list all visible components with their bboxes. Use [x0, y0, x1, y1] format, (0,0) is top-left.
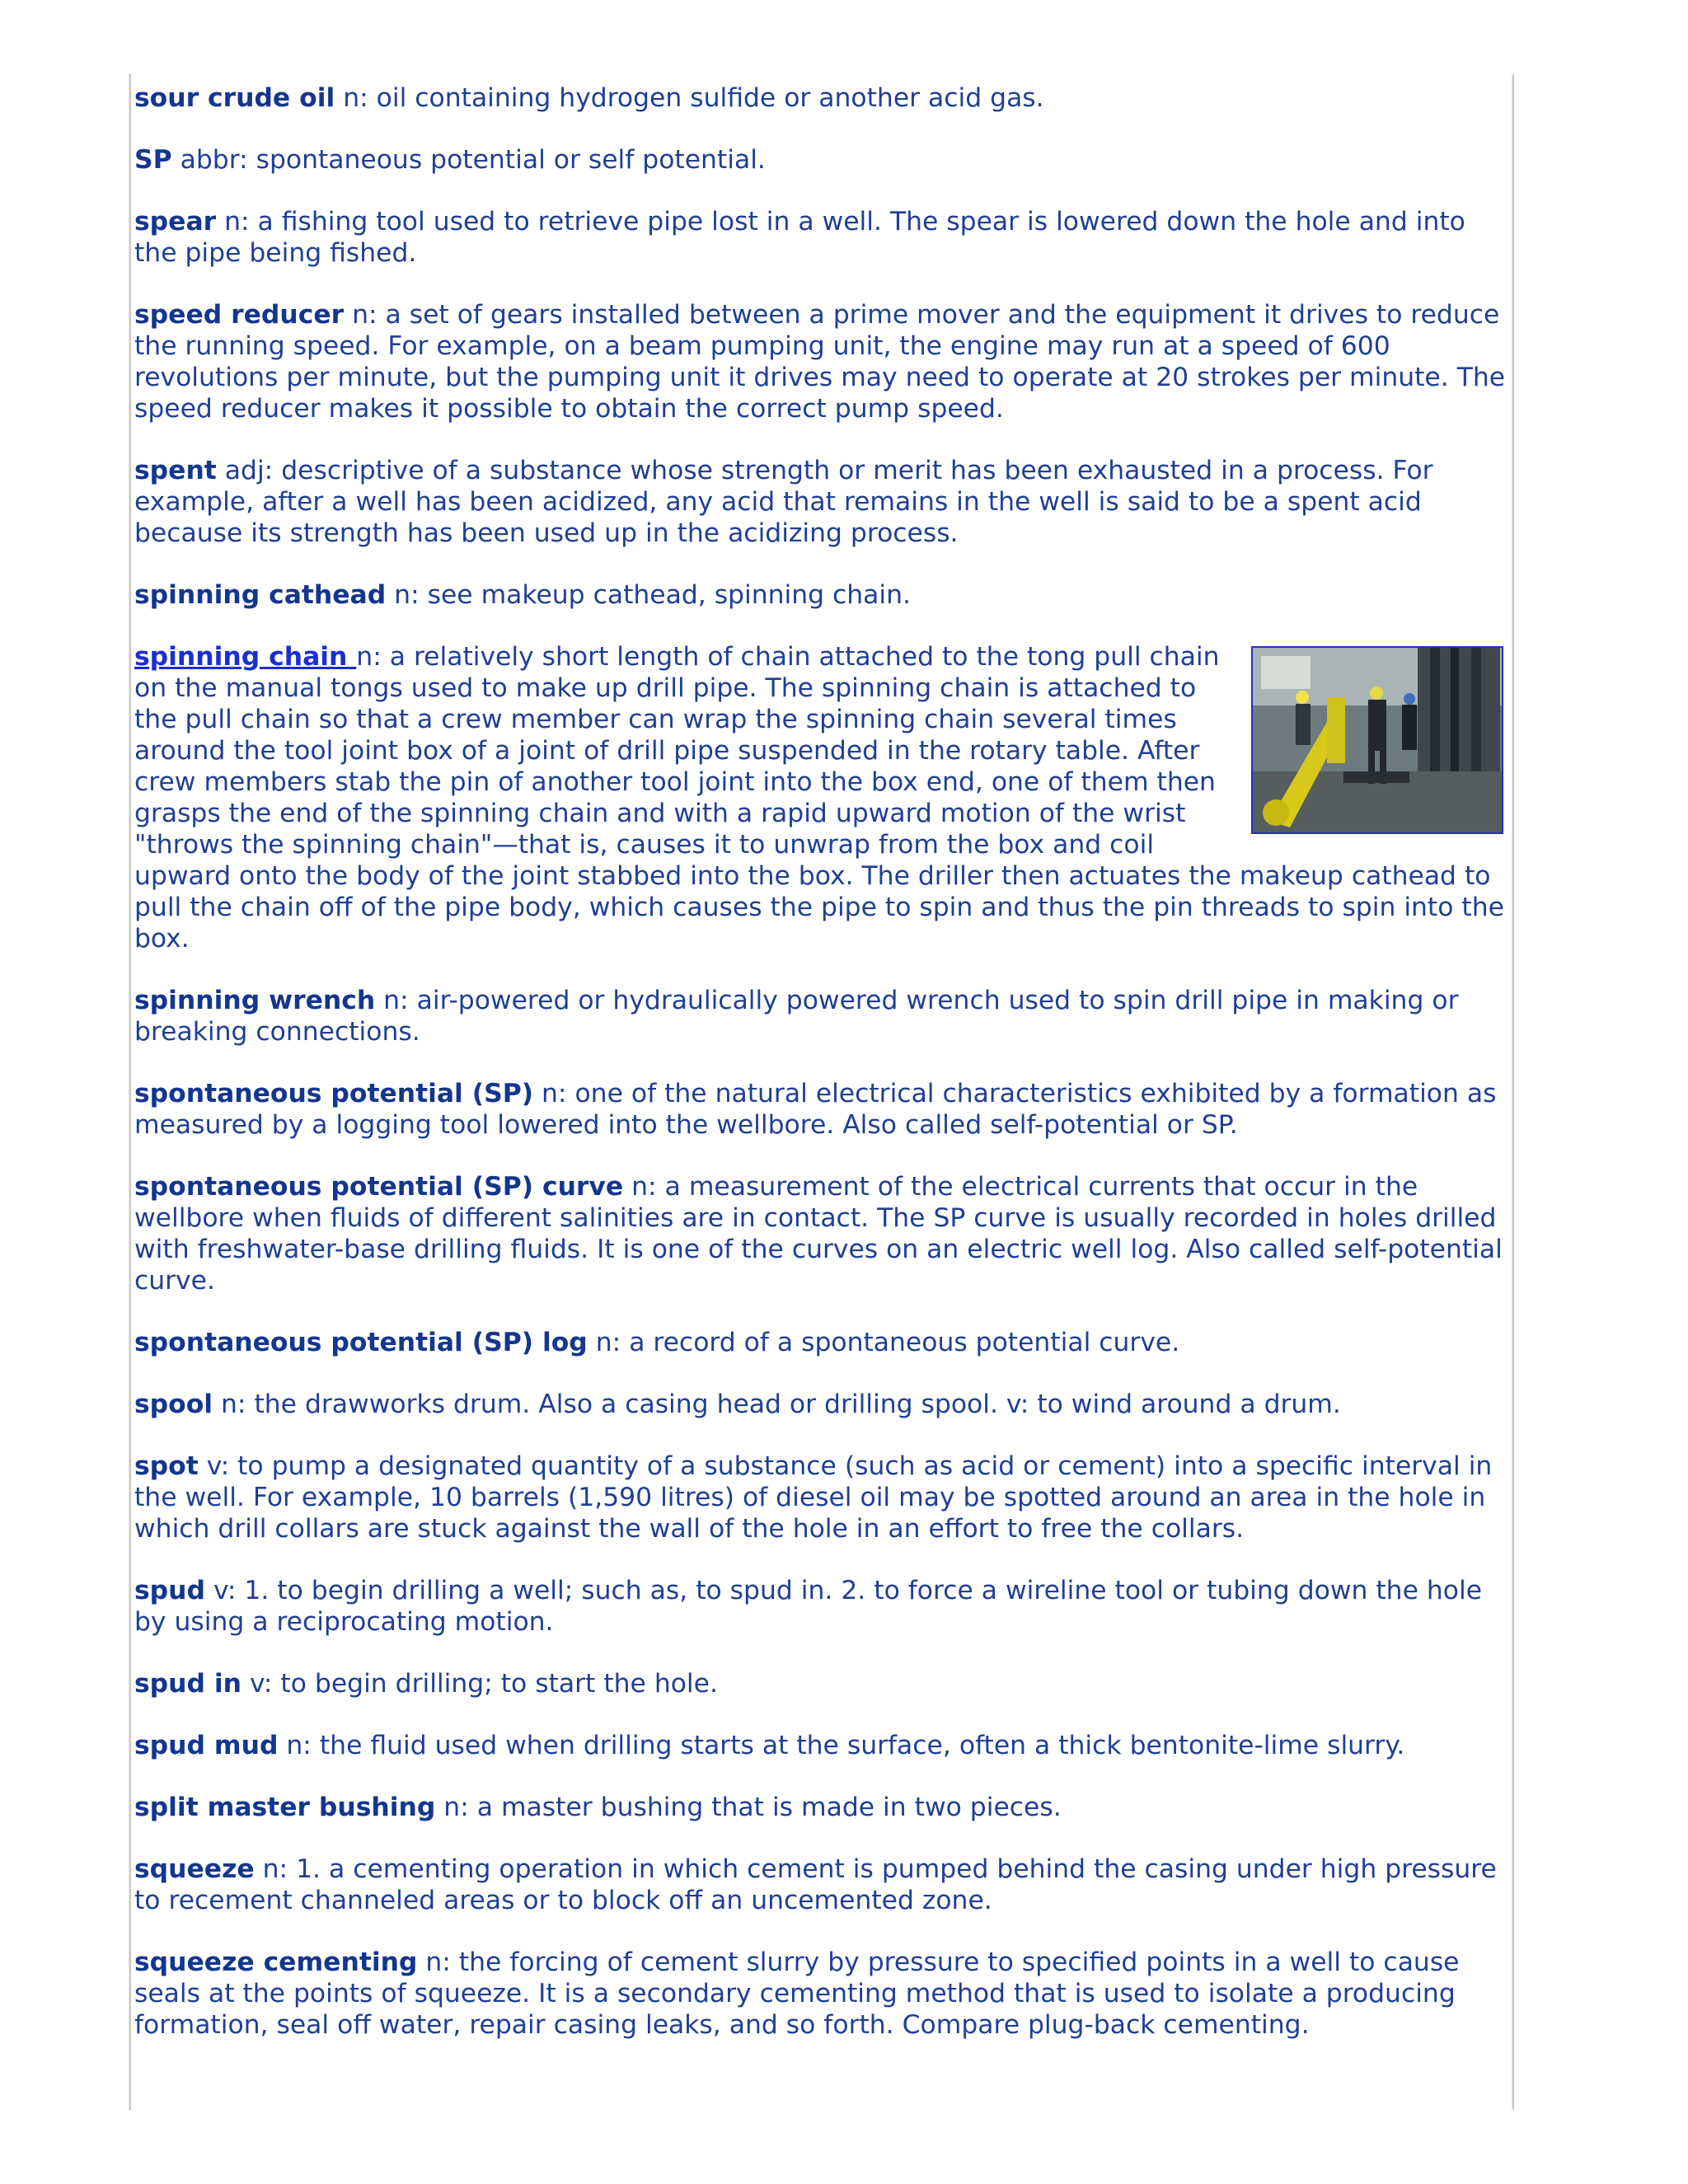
term: SP: [134, 145, 172, 175]
definition: n: a fishing tool used to retrieve pipe lost in a well. The spear is lowered down the hole and into the pipe being fished.: [134, 207, 1465, 268]
term: spontaneous potential (SP): [134, 1079, 534, 1108]
entry-spontaneous-potential-curve: [134, 1171, 1507, 1296]
term: spinning cathead: [134, 580, 387, 610]
definition: n: a relatively short length of chain attached to the tong pull chain on the manual tongs used to make up drill pipe. The spinning chain is attached to the pull chain so that a crew member can wrap the spinning chain several times around the tool joint box of a joint of drill pipe suspended in the rotary table. After crew members stab the pin of another tool joint into the box end, one of them then grasps the end of the spinning chain and with a rapid upward motion of the wrist "throws the spinning chain"—that is, causes it to unwrap from the box and coil upward onto the body of the joint stabbed into the box. The driller then actuates the makeup cathead to pull the chain off of the pipe body, which causes the pipe to spin and thus the pin threads to spin into the box.: [134, 642, 1504, 954]
term: spontaneous potential (SP) log: [134, 1328, 588, 1357]
definition: n: the drawworks drum. Also a casing head or drilling spool. v: to wind around a drum.: [213, 1390, 1341, 1419]
entry-spent: [134, 455, 1507, 549]
definition: n: 1. a cementing operation in which cement is pumped behind the casing under high pressure to recement channeled areas or to block off an uncemented zone.: [134, 1854, 1497, 1915]
term: spontaneous potential (SP) curve: [134, 1172, 624, 1202]
entry-spear: [134, 206, 1507, 269]
definition: n: a set of gears installed between a prime mover and the equipment it drives to reduce the running speed. For example, on a beam pumping unit, the engine may run at a speed of 600 revolutions per minute, but the pumping unit it drives may need to operate at 20 strokes per minute. The speed reducer makes it possible to obtain the correct pump speed.: [134, 300, 1506, 424]
term: spinning wrench: [134, 986, 376, 1015]
spinning-chain-photo[interactable]: [1251, 646, 1503, 834]
term: spud in: [134, 1669, 242, 1699]
entry-spontaneous-potential-log: [134, 1327, 1507, 1358]
definition: n: air-powered or hydraulically powered wrench used to spin drill pipe in making or breaking connections.: [134, 986, 1459, 1047]
entry-spinning-wrench: [134, 985, 1507, 1047]
rig-floor-photo-illustration: [1253, 648, 1502, 832]
term: spud: [134, 1576, 205, 1605]
definition: n: the fluid used when drilling starts at the surface, often a thick bentonite-lime slurry.: [278, 1731, 1405, 1760]
entry-speed-reducer: [134, 299, 1507, 424]
definition: n: oil containing hydrogen sulfide or another acid gas.: [335, 83, 1044, 113]
term: squeeze: [134, 1854, 255, 1884]
definition: abbr: spontaneous potential or self potential.: [171, 145, 766, 175]
term: split master bushing: [134, 1793, 436, 1822]
entry-spontaneous-potential: [134, 1078, 1507, 1141]
entry-squeeze-cementing: [134, 1947, 1507, 2041]
entry-spud: [134, 1575, 1507, 1638]
entry-spud-in: [134, 1668, 1507, 1699]
term: spud mud: [134, 1731, 279, 1760]
definition: n: a record of a spontaneous potential curve.: [587, 1328, 1180, 1357]
term: squeeze cementing: [134, 1947, 418, 1977]
definition: adj: descriptive of a substance whose strength or merit has been exhausted in a process. For example, after a well has been acidized, any acid that remains in the well is said to be a spent acid because its strength has been used up in the acidizing process.: [134, 456, 1433, 548]
entry-sour-crude-oil: [134, 82, 1507, 114]
term: speed reducer: [134, 300, 345, 330]
left-border-rule: [129, 74, 131, 2110]
term-link-spinning-chain[interactable]: spinning chain: [134, 642, 357, 672]
definition: n: a master bushing that is made in two pieces.: [435, 1793, 1062, 1822]
definition: v: to begin drilling; to start the hole.: [241, 1669, 718, 1699]
entry-spot: [134, 1451, 1507, 1544]
definition: n: the forcing of cement slurry by pressure to specified points in a well to cause seals at the points of squeeze. It is a secondary cementing method that is used to isolate a producing formation, seal off water, repair casing leaks, and so forth. Compare plug-back cementing.: [134, 1947, 1460, 2040]
definition: v: 1. to begin drilling a well; such as, to spud in. 2. to force a wireline tool or tubing down the hole by using a reciprocating motion.: [134, 1576, 1483, 1637]
right-border-rule: [1512, 74, 1514, 2110]
term: spool: [134, 1390, 213, 1419]
definition: n: one of the natural electrical characteristics exhibited by a formation as measured by a logging tool lowered into the wellbore. Also called self-potential or SP.: [134, 1079, 1497, 1140]
definition: n: a measurement of the electrical currents that occur in the wellbore when fluids of different salinities are in contact. The SP curve is usually recorded in holes drilled with freshwater-base drilling fluids. It is one of the curves on an electric well log. Also called self-potential curve.: [134, 1172, 1503, 1296]
entry-split-master-bushing: [134, 1792, 1507, 1823]
glossary-content: [134, 82, 1507, 2071]
definition: v: to pump a designated quantity of a substance (such as acid or cement) into a specific interval in the well. For example, 10 barrels (1,590 litres) of diesel oil may be spotted around an area in the hole in which drill collars are stuck against the wall of the hole in an effort to free the collars.: [134, 1451, 1493, 1544]
entry-spinning-cathead: [134, 579, 1507, 611]
entry-squeeze: [134, 1854, 1507, 1916]
entry-spud-mud: [134, 1730, 1507, 1761]
definition: n: see makeup cathead, spinning chain.: [386, 580, 911, 610]
term: spent: [134, 456, 217, 485]
entry-sp: [134, 144, 1507, 176]
entry-spinning-chain: [134, 641, 1507, 954]
term: spot: [134, 1451, 199, 1481]
term: spear: [134, 207, 217, 237]
entry-spool: [134, 1389, 1507, 1420]
term: sour crude oil: [134, 83, 335, 113]
